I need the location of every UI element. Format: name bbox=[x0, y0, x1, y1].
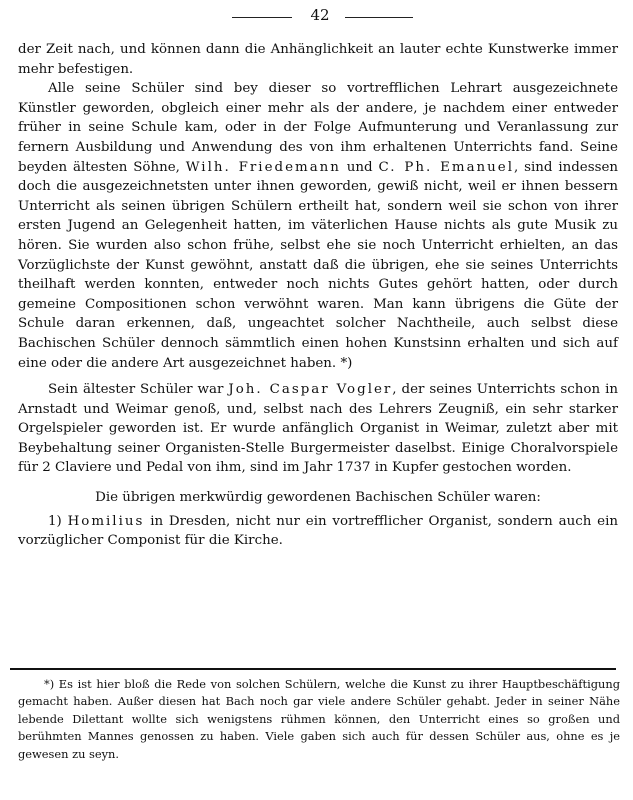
paragraph-homilius bbox=[18, 512, 618, 551]
paragraph-students-text-a: Alle seine Schüler sind bey dieser so vortrefflichen Lehrart ausgezeichnete Künstler geworden, obgleich einer mehr als der andere, je nachdem einer entweder früher in seine Schule kam, oder in der Folge Aufmunterung und Veranlassung zur fernern Ausbildung und Anwendung des von ihm erhaltenen Unterrichts fand. Seine beyden ältesten Söhne, bbox=[18, 81, 618, 175]
page-header bbox=[0, 4, 633, 26]
main-text bbox=[18, 40, 618, 551]
name-emanuel: C. Ph. Emanuel bbox=[378, 159, 515, 175]
name-vogler: Joh. Caspar Vogler bbox=[228, 382, 393, 398]
paragraph-vogler bbox=[18, 380, 618, 478]
paragraph-other-students-heading: Die übrigen merkwürdig gewordenen Bachischen Schüler waren: bbox=[95, 490, 541, 506]
footnote-text: *) Es ist hier bloß die Rede von solchen Schülern, welche die Kunst zu ihrer Hauptbeschäftigung gemacht haben. Außer diesen hat Bach noch gar viele andere Schüler gehabt. Jeder in seiner Nähe lebende Dilettant wollte sich wenigstens rühmen können, den Unterricht eines so großen und berühmten Mannes genossen zu haben. Viele gaben sich auch für dessen Schüler aus, ohne es je gewesen zu seyn. bbox=[18, 677, 620, 761]
header-rule-right bbox=[345, 17, 413, 18]
paragraph-students bbox=[18, 79, 618, 373]
footnote-divider bbox=[10, 668, 616, 670]
footnote bbox=[18, 676, 620, 763]
list-number: 1) bbox=[48, 513, 62, 529]
word-und: und bbox=[346, 159, 373, 175]
paragraph-continuation: der Zeit nach, und können dann die Anhänglichkeit an lauter echte Kunstwerke immer mehr befestigen. bbox=[18, 42, 618, 77]
name-homilius: Homilius bbox=[67, 513, 145, 529]
paragraph-students-text-b: , sind indessen doch die ausgezeichnetsten unter ihnen geworden, gewiß nicht, weil er ihnen bessern Unterricht als seinen übrigen Schülern ertheilt hat, sondern weil sie schon von ihrer ersten Jugend an Gelegenheit hatten, im väterlichen Hause nichts als gute Musik zu hören. Sie wurden also schon frühe, selbst ehe sie noch Unterricht erhielten, an das Vorzüglichste der Kunst gewöhnt, anstatt daß die übrigen, ehe sie seines Unterrichts theilhaft werden konnten, entweder noch nichts Gutes gehört hatten, oder durch gemeine Compositionen schon verwöhnt waren. Man kann übrigens die Güte der Schule daran erkennen, daß, ungeachtet solcher Nachtheile, auch selbst diese Bachischen Schüler dennoch sämmtlich einen hohen Kunstsinn erhalten und sich auf eine oder die andere Art ausgezeichnet haben. *) bbox=[18, 159, 619, 371]
paragraph-vogler-text-a: Sein ältester Schüler war bbox=[48, 382, 224, 398]
paragraph-vogler-text-b: , der seines Unterrichts schon in Arnstadt und Weimar genoß, und, selbst nach des Lehrers Zeugniß, ein sehr starker Orgelspieler geworden ist. Er wurde anfänglich Organist in Weimar, zuletzt aber mit Beybehaltung seiner Organisten-Stelle Burgermeister daselbst. Einige Choralvorspiele für 2 Claviere und Pedal von ihm, sind im Jahr 1737 in Kupfer gestochen worden. bbox=[18, 382, 618, 476]
page-number: 42 bbox=[310, 6, 330, 24]
paragraph-homilius-text: in Dresden, nicht nur ein vortrefflicher Organist, sondern auch ein vorzüglicher Componist für die Kirche. bbox=[18, 513, 618, 549]
name-friedemann: Wilh. Friedemann bbox=[185, 159, 341, 175]
header-rule-left bbox=[232, 17, 292, 18]
